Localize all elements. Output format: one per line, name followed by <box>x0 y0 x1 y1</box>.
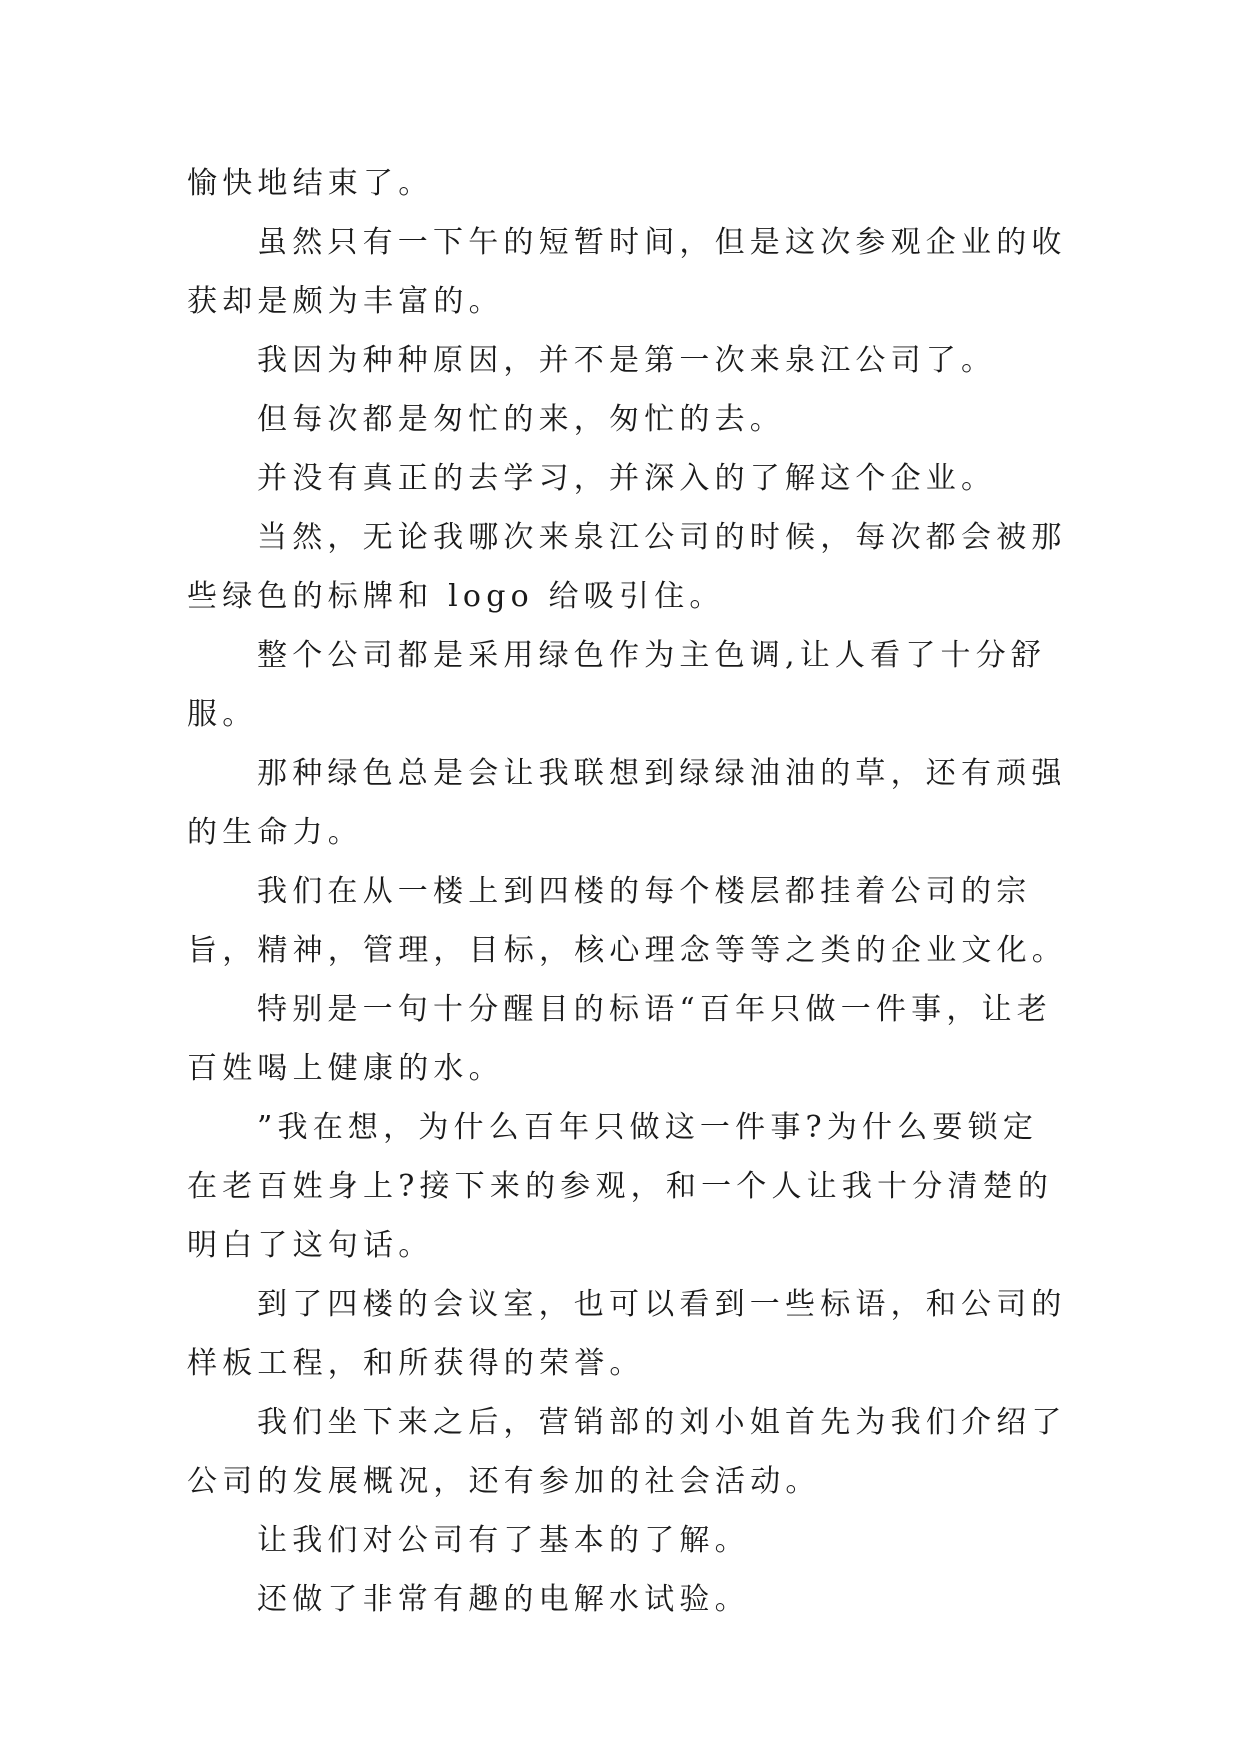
paragraph-11: ”我在想，为什么百年只做这一件事?为什么要锁定在老百姓身上?接下来的参观，和一个人让我十分清楚的明白了这句话。 <box>187 1110 1054 1263</box>
paragraph-1: 愉快地结束了。 <box>187 166 434 201</box>
paragraph-13: 我们坐下来之后，营销部的刘小姐首先为我们介绍了公司的发展概况，还有参加的社会活动。 <box>187 1405 1067 1499</box>
paragraph-8: 那种绿色总是会让我联想到绿绿油油的草，还有顽强的生命力。 <box>187 756 1067 850</box>
document-body <box>187 154 1067 1629</box>
paragraph-2: 虽然只有一下午的短暂时间，但是这次参观企业的收获却是颇为丰富的。 <box>187 225 1067 319</box>
paragraph-10: 特别是一句十分醒目的标语“百年只做一件事，让老百姓喝上健康的水。 <box>187 992 1052 1086</box>
paragraph-4: 但每次都是匆忙的来，匆忙的去。 <box>257 402 785 437</box>
paragraph-3: 我因为种种原因，并不是第一次来泉江公司了。 <box>257 343 997 378</box>
paragraph-5: 并没有真正的去学习，并深入的了解这个企业。 <box>257 461 997 496</box>
paragraph-6: 当然，无论我哪次来泉江公司的时候，每次都会被那些绿色的标牌和 logo 给吸引住。 <box>187 520 1067 614</box>
paragraph-15: 还做了非常有趣的电解水试验。 <box>257 1582 750 1617</box>
paragraph-14: 让我们对公司有了基本的了解。 <box>257 1523 750 1558</box>
paragraph-12: 到了四楼的会议室，也可以看到一些标语，和公司的样板工程，和所获得的荣誉。 <box>187 1287 1067 1381</box>
paragraph-9: 我们在从一楼上到四楼的每个楼层都挂着公司的宗旨，精神，管理，目标，核心理念等等之类的企业文化。 <box>187 874 1067 968</box>
paragraph-7: 整个公司都是采用绿色作为主色调,让人看了十分舒服。 <box>187 638 1047 732</box>
